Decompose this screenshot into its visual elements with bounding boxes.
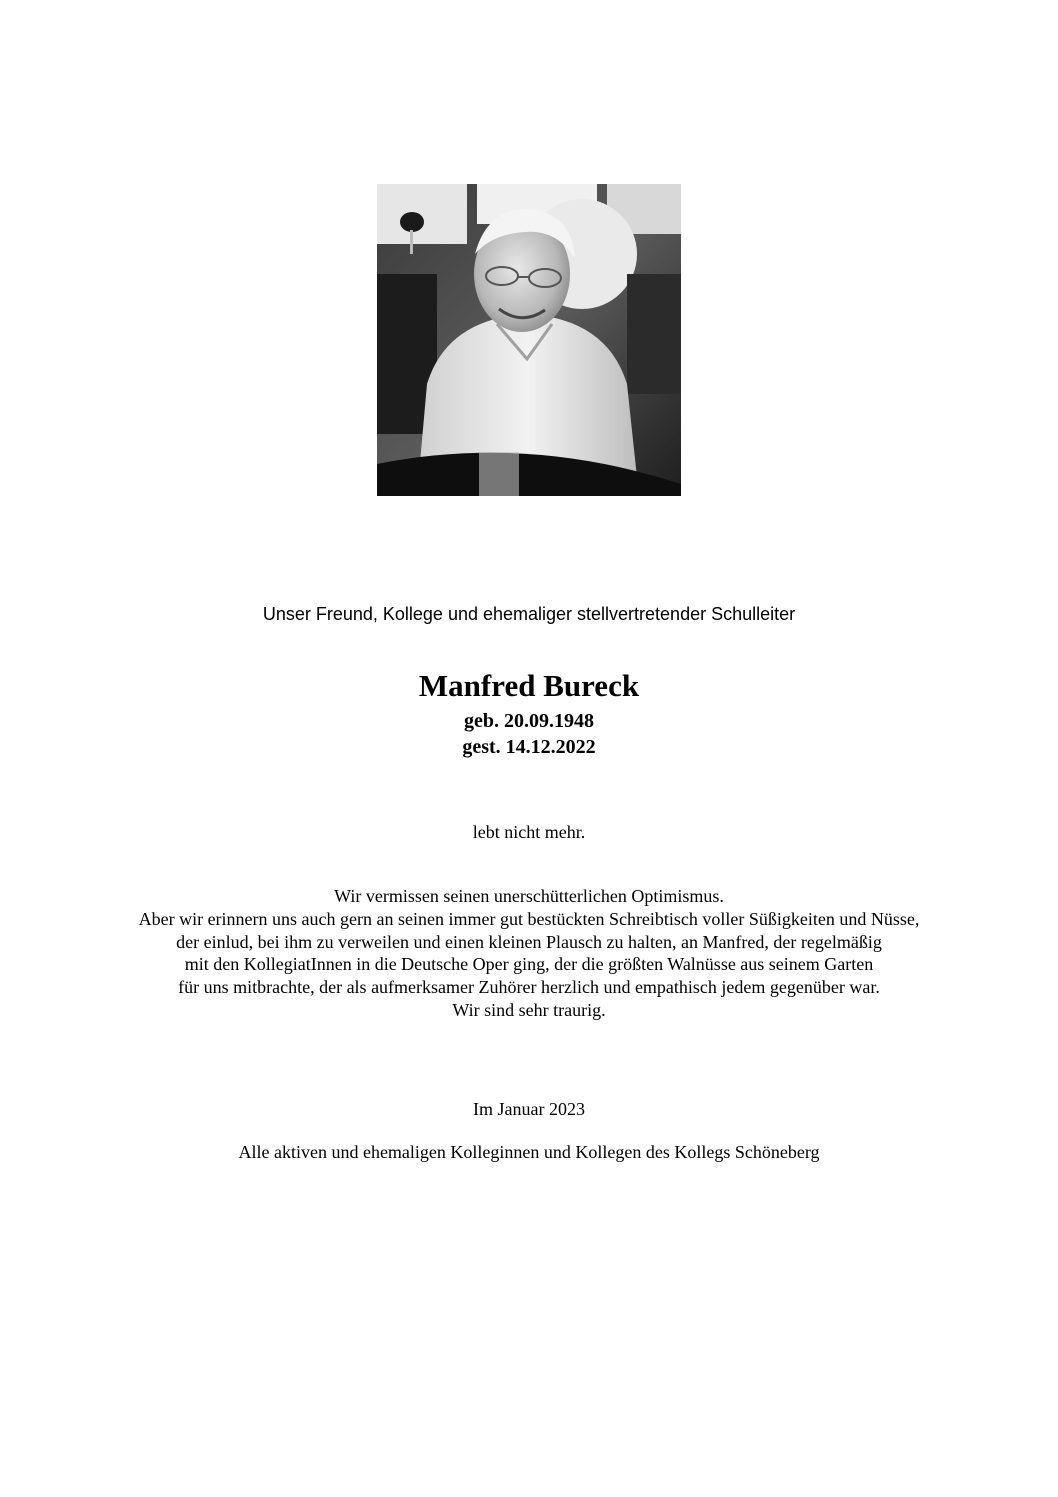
tribute-line: der einlud, bei ihm zu verweilen und einen kleinen Plausch zu halten, an Manfred, der regelmäßig: [176, 931, 882, 952]
intro-text: Unser Freund, Kollege und ehemaliger stellvertretender Schulleiter: [262, 604, 796, 624]
status-text: lebt nicht mehr.: [472, 822, 586, 842]
date-line: Im Januar 2023: [473, 1099, 585, 1119]
death-date: gest. 14.12.2022: [462, 736, 596, 758]
tribute-line: Wir vermissen seinen unerschütterlichen Optimismus.: [334, 886, 724, 906]
tribute-line: für uns mitbrachte, der als aufmerksamer Zuhörer herzlich und empathisch jedem gegenüber war.: [178, 977, 880, 998]
portrait-photo: [377, 184, 681, 496]
tribute-line: mit den KollegiatInnen in die Deutsche Oper ging, der die größten Walnüsse aus seinem Garten: [184, 954, 874, 975]
tribute-line: Wir sind sehr traurig.: [452, 999, 606, 1020]
life-dates: [0, 708, 1058, 760]
portrait-image: [377, 184, 681, 496]
birth-date: geb. 20.09.1948: [464, 710, 594, 732]
deceased-name: Manfred Bureck: [418, 668, 640, 703]
tribute-paragraph: [0, 885, 1058, 1022]
signature: Alle aktiven und ehemaligen Kolleginnen und Kollegen des Kollegs Schöneberg: [238, 1142, 820, 1162]
tribute-line: Aber wir erinnern uns auch gern an seinen immer gut bestückten Schreibtisch voller Süßigkeiten und Nüsse,: [138, 908, 920, 929]
